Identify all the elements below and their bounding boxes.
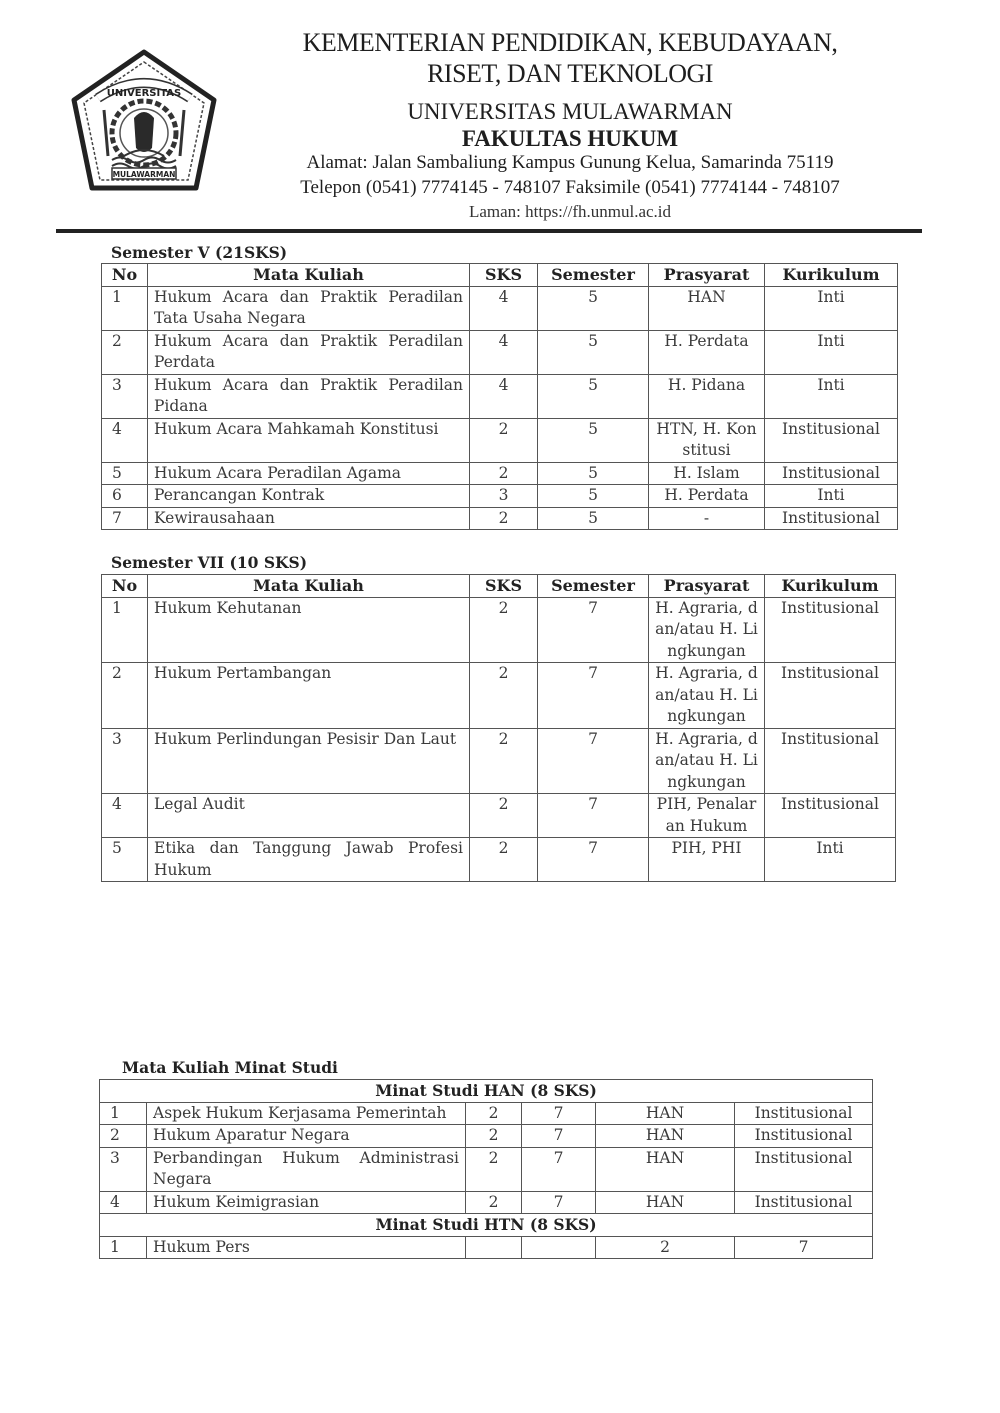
prerequisite: H. Perdata [649, 485, 765, 508]
sks-value: 2 [466, 1191, 522, 1214]
row-number: 7 [102, 507, 148, 530]
website: Laman: https://fh.unmul.ac.id [468, 202, 672, 221]
semester-7-table [101, 574, 896, 882]
semester-value: 7 [538, 794, 649, 838]
table-row [102, 728, 896, 794]
curriculum-type: Inti [765, 485, 898, 508]
course-name: Legal Audit [148, 794, 470, 838]
curriculum-type: Inti [765, 330, 898, 374]
semester-7-title: Semester VII (10 SKS) [111, 553, 308, 572]
sks-value: 2 [470, 507, 538, 530]
semester-value: 7 [538, 728, 649, 794]
semester-value: 7 [522, 1102, 596, 1125]
course-name: Hukum Kehutanan [148, 597, 470, 663]
header-course: Mata Kuliah [148, 575, 470, 598]
table-row [102, 838, 896, 882]
sks-value: 2 [466, 1147, 522, 1191]
sks-value: 2 [470, 838, 538, 882]
minat-han-title: Minat Studi HAN (8 SKS) [100, 1080, 873, 1103]
course-name: Kewirausahaan [148, 507, 470, 530]
subheader-row-han [100, 1080, 873, 1103]
course-name: Hukum Aparatur Negara [147, 1125, 466, 1148]
row-number: 1 [102, 597, 148, 663]
sks-value: 2 [470, 794, 538, 838]
row-number: 2 [102, 663, 148, 729]
prerequisite: HAN [649, 286, 765, 330]
university-name: UNIVERSITAS MULAWARMAN [407, 99, 733, 124]
cell-4 [522, 1236, 596, 1259]
row-number: 1 [100, 1236, 147, 1259]
row-number: 4 [100, 1191, 147, 1214]
curriculum-type: Inti [765, 286, 898, 330]
header-semester: Semester [538, 575, 649, 598]
curriculum-type: Institusional [765, 728, 896, 794]
table-row [102, 663, 896, 729]
sks-value: 4 [470, 374, 538, 418]
phone-fax: Telepon (0541) 7774145 - 748107 Faksimile (0541) 7774144 - 748107 [300, 177, 840, 198]
header-no: No [102, 575, 148, 598]
semester-value: 5 [538, 418, 649, 462]
row-number: 5 [102, 838, 148, 882]
row-number: 1 [102, 286, 148, 330]
course-name: Etika dan Tanggung Jawab Profesi Hukum [148, 838, 470, 882]
sks-value: 2 [470, 597, 538, 663]
table-row [100, 1236, 873, 1259]
curriculum-type: Institusional [765, 507, 898, 530]
header-sks: SKS [470, 575, 538, 598]
header-course: Mata Kuliah [148, 264, 470, 287]
prerequisite: H. Agraria, dan/atau H. Lingkungan [649, 728, 765, 794]
header-semester: Semester [538, 264, 649, 287]
course-name: Aspek Hukum Kerjasama Pemerintah [147, 1102, 466, 1125]
curriculum-type: Institusional [735, 1191, 873, 1214]
prerequisite: H. Agraria, dan/atau H. Lingkungan [649, 597, 765, 663]
semester-value: 7 [522, 1147, 596, 1191]
curriculum-type: Institusional [735, 1125, 873, 1148]
table-row [102, 794, 896, 838]
sks-value: 4 [470, 330, 538, 374]
faculty-name: FAKULTAS HUKUM [461, 126, 679, 151]
table-row [102, 286, 898, 330]
semester-value: 5 [538, 462, 649, 485]
cell-5: 2 [596, 1236, 735, 1259]
semester-value: 7 [538, 838, 649, 882]
course-name: Hukum Acara dan Praktik Peradilan Tata Usaha Negara [148, 286, 470, 330]
semester-5-table [101, 263, 898, 530]
table-row [100, 1125, 873, 1148]
header-divider [56, 229, 922, 233]
row-number: 6 [102, 485, 148, 508]
prerequisite: - [649, 507, 765, 530]
prerequisite: HAN [596, 1102, 735, 1125]
curriculum-type: Institusional [735, 1102, 873, 1125]
sks-value: 2 [470, 728, 538, 794]
table-row [100, 1147, 873, 1191]
row-number: 3 [102, 728, 148, 794]
prerequisite: H. Islam [649, 462, 765, 485]
row-number: 2 [100, 1125, 147, 1148]
row-number: 4 [102, 418, 148, 462]
course-name: Hukum Acara Peradilan Agama [148, 462, 470, 485]
semester-5-title: Semester V (21SKS) [111, 243, 288, 262]
prerequisite: H. Agraria, dan/atau H. Lingkungan [649, 663, 765, 729]
ministry-line-2: RISET, DAN TEKNOLOGI [427, 59, 713, 88]
minat-studi-table [99, 1079, 873, 1259]
semester-value: 7 [522, 1125, 596, 1148]
sks-value: 2 [470, 418, 538, 462]
logo-bottom-text: MULAWARMAN [112, 170, 176, 179]
table-row [100, 1102, 873, 1125]
sks-value: 2 [466, 1125, 522, 1148]
table-header-row [102, 264, 898, 287]
header-prereq: Prasyarat [649, 264, 765, 287]
row-number: 4 [102, 794, 148, 838]
course-name: Hukum Acara Mahkamah Konstitusi [148, 418, 470, 462]
semester-value: 7 [522, 1191, 596, 1214]
prerequisite: PIH, Penalaran Hukum [649, 794, 765, 838]
semester-value: 7 [538, 597, 649, 663]
semester-value: 5 [538, 286, 649, 330]
curriculum-type: Institusional [765, 794, 896, 838]
cell-6: 7 [735, 1236, 873, 1259]
course-name: Perbandingan Hukum Administrasi Negara [147, 1147, 466, 1191]
sks-value: 2 [466, 1102, 522, 1125]
subheader-row-htn [100, 1214, 873, 1237]
semester-value: 7 [538, 663, 649, 729]
ministry-line-1: KEMENTERIAN PENDIDIKAN, KEBUDAYAAN, [302, 28, 838, 57]
course-name: Hukum Acara dan Praktik Peradilan Perdata [148, 330, 470, 374]
course-name: Hukum Pertambangan [148, 663, 470, 729]
course-name: Hukum Acara dan Praktik Peradilan Pidana [148, 374, 470, 418]
semester-value: 5 [538, 485, 649, 508]
sks-value: 2 [470, 462, 538, 485]
curriculum-type: Institusional [765, 462, 898, 485]
universitas-mulawarman-emblem-icon [68, 48, 220, 200]
curriculum-type: Inti [765, 838, 896, 882]
curriculum-type: Institusional [765, 418, 898, 462]
semester-value: 5 [538, 507, 649, 530]
logo-top-text: UNIVERSITAS [106, 88, 182, 99]
prerequisite: PIH, PHI [649, 838, 765, 882]
header-curriculum: Kurikulum [765, 575, 896, 598]
row-number: 1 [100, 1102, 147, 1125]
minat-htn-title: Minat Studi HTN (8 SKS) [100, 1214, 873, 1237]
prerequisite: HAN [596, 1125, 735, 1148]
sks-value: 2 [470, 663, 538, 729]
table-row [102, 485, 898, 508]
prerequisite: HAN [596, 1147, 735, 1191]
address: Alamat: Jalan Sambaliung Kampus Gunung Kelua, Samarinda 75119 [306, 152, 834, 173]
semester-value: 5 [538, 374, 649, 418]
header-curriculum: Kurikulum [765, 264, 898, 287]
table-row [102, 330, 898, 374]
table-row [102, 462, 898, 485]
minat-studi-title: Mata Kuliah Minat Studi [122, 1058, 338, 1077]
row-number: 3 [100, 1147, 147, 1191]
curriculum-type: Institusional [765, 663, 896, 729]
header-no: No [102, 264, 148, 287]
cell-3 [466, 1236, 522, 1259]
table-row [100, 1191, 873, 1214]
table-row [102, 507, 898, 530]
row-number: 5 [102, 462, 148, 485]
header-sks: SKS [470, 264, 538, 287]
course-name: Hukum Keimigrasian [147, 1191, 466, 1214]
table-row [102, 374, 898, 418]
curriculum-type: Institusional [765, 597, 896, 663]
prerequisite: H. Pidana [649, 374, 765, 418]
table-row [102, 418, 898, 462]
curriculum-type: Institusional [735, 1147, 873, 1191]
semester-value: 5 [538, 330, 649, 374]
table-row [102, 597, 896, 663]
prerequisite: H. Perdata [649, 330, 765, 374]
course-name: Perancangan Kontrak [148, 485, 470, 508]
course-name: Hukum Perlindungan Pesisir Dan Laut [148, 728, 470, 794]
row-number: 3 [102, 374, 148, 418]
header-prereq: Prasyarat [649, 575, 765, 598]
row-number: 2 [102, 330, 148, 374]
prerequisite: HAN [596, 1191, 735, 1214]
course-name: Hukum Pers [147, 1236, 466, 1259]
sks-value: 3 [470, 485, 538, 508]
sks-value: 4 [470, 286, 538, 330]
table-header-row [102, 575, 896, 598]
curriculum-type: Inti [765, 374, 898, 418]
prerequisite: HTN, H. Konstitusi [649, 418, 765, 462]
